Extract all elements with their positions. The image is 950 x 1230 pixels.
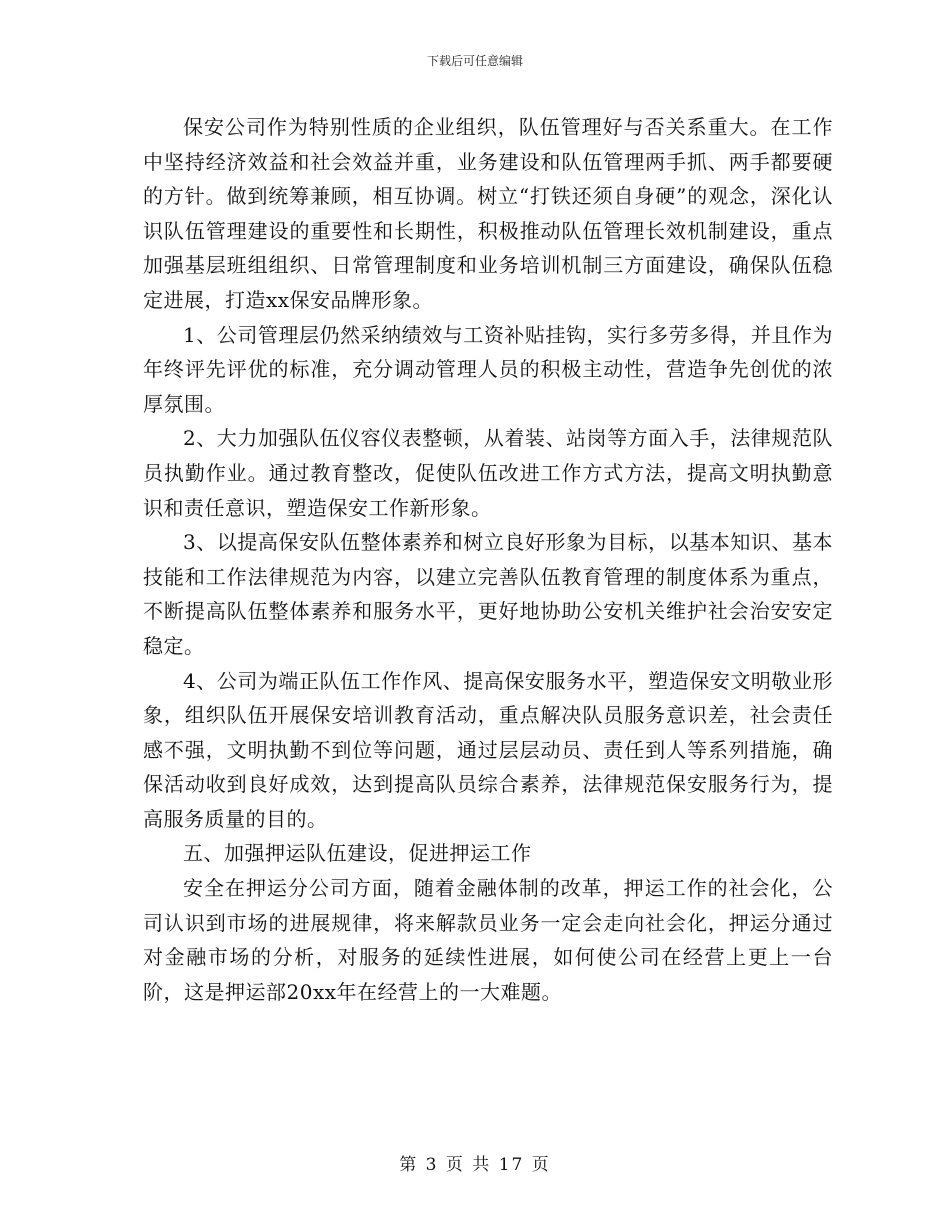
- paragraph-item-3: 3、以提高保安队伍整体素养和树立良好形象为目标，以基本知识、基本技能和工作法律规范为内容，以建立完善队伍教育管理的制度体系为重点，不断提高队伍整体素养和服务水平，更好地协助公安机关维护社会治安安定稳定。: [143, 530, 833, 658]
- section-heading-5: 五、加强押运队伍建设，促进押运工作: [183, 841, 532, 866]
- document-body: [143, 110, 833, 1009]
- paragraph-item-2: 2、大力加强队伍仪容仪表整顿，从着装、站岗等方面入手，法律规范队员执勤作业。通过教育整改，促使队伍改进工作方式方法，提高文明执勤意识和责任意识，塑造保安工作新形象。: [143, 426, 833, 520]
- page-header: 下载后可任意编辑: [426, 54, 523, 68]
- paragraph-item-4: 4、公司为端正队伍工作作风、提高保安服务水平，塑造保安文明敬业形象，组织队伍开展保安培训教育活动，重点解决队员服务意识差，社会责任感不强，文明执勤不到位等问题，通过层层动员、责任到人等系列措施，确保活动收到良好成效，达到提高队员综合素养，法律规范保安服务行为，提高服务质量的目的。: [143, 668, 833, 831]
- paragraph-item-1: 1、公司管理层仍然采纳绩效与工资补贴挂钩，实行多劳多得，并且作为年终评先评优的标准，充分调动管理人员的积极主动性，营造争先创优的浓厚氛围。: [143, 322, 833, 416]
- paragraph-intro: 保安公司作为特别性质的企业组织，队伍管理好与否关系重大。在工作中坚持经济效益和社会效益并重，业务建设和队伍管理两手抓、两手都要硬的方针。做到统筹兼顾，相互协调。树立“打铁还须自身硬”的观念，深化认识队伍管理建设的重要性和长期性，积极推动队伍管理长效机制建设，重点加强基层班组组织、日常管理制度和业务培训机制三方面建设，确保队伍稳定进展，打造xx保安品牌形象。: [143, 115, 833, 312]
- paragraph-escort: 安全在押运分公司方面，随着金融体制的改革，押运工作的社会化，公司认识到市场的进展规律，将来解款员业务一定会走向社会化，押运分通过对金融市场的分析，对服务的延续性进展，如何使公司在经营上更上一台阶，这是押运部20xx年在经营上的一大难题。: [143, 876, 833, 1004]
- page-number-footer: 第 3 页 共 17 页: [399, 1155, 551, 1175]
